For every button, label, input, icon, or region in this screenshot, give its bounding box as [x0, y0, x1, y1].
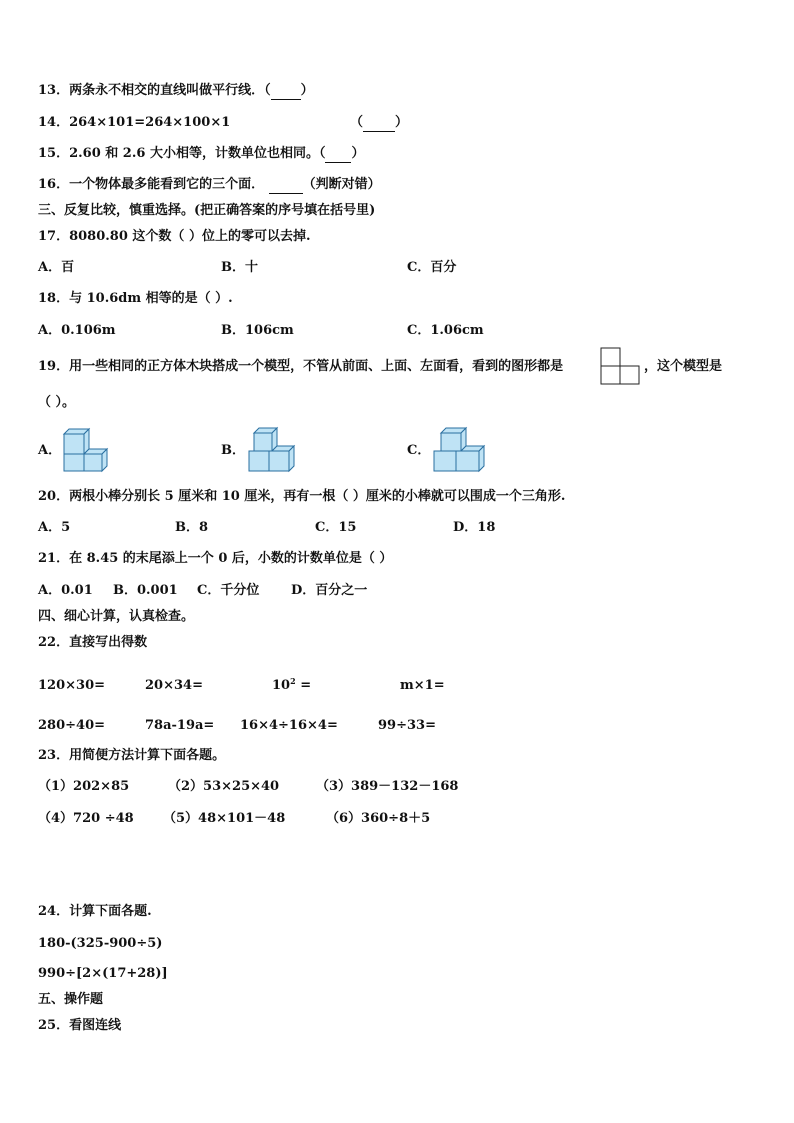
- q17-option-c: C．百分: [407, 260, 457, 275]
- question-21: 21．在 8.45 的末尾添上一个 0 后，小数的计数单位是（ ）: [38, 551, 393, 566]
- question-19: 19．用一些相同的正方体木块搭成一个模型，不管从前面、上面、左面看，看到的图形都是: [38, 359, 564, 374]
- question-13: 13．两条永不相交的直线叫做平行线．（ ）: [38, 83, 314, 98]
- question-20: 20．两根小棒分别长 5 厘米和 10 厘米，再有一根（ ）厘米的小棒就可以围成一个三角形.: [38, 489, 566, 504]
- q19-option-c: C．: [407, 443, 431, 458]
- question-19-paren: （ ）。: [38, 395, 76, 410]
- q22-r2-c1: 280÷40=: [38, 718, 106, 733]
- question-14: 14．264×101=264×100×1: [38, 115, 231, 130]
- cube-model-b-icon: [247, 425, 297, 473]
- q22-r1-c1: 120×30=: [38, 678, 106, 693]
- q21-option-a: A．0.01: [38, 583, 93, 598]
- cube-model-a-icon: [60, 425, 110, 473]
- cube-model-c-icon: [431, 425, 487, 473]
- question-18: 18．与 10.6dm 相等的是（ ）.: [38, 291, 233, 306]
- q18-option-a: A．0.106m: [38, 323, 116, 338]
- q20-option-b: B．8: [175, 520, 209, 535]
- q19-option-a: A．: [38, 443, 62, 458]
- q20-option-d: D．18: [453, 520, 496, 535]
- question-22-title: 22．直接写出得数: [38, 635, 148, 650]
- q20-option-a: A．5: [38, 520, 71, 535]
- q23-r2-c2: （5）48×101－48: [163, 811, 286, 826]
- q22-r1-c4: m×1=: [400, 678, 445, 693]
- question-17: 17．8080.80 这个数（ ）位上的零可以去掉.: [38, 229, 311, 244]
- q18-option-c: C．1.06cm: [407, 323, 484, 338]
- q21-option-b: B．0.001: [113, 583, 178, 598]
- q23-r2-c3: （6）360÷8＋5: [326, 811, 431, 826]
- q23-r1-c3: （3）389－132－168: [316, 779, 459, 794]
- q22-r2-c2: 78a-19a=: [145, 718, 215, 733]
- question-16: 16．一个物体最多能看到它的三个面． （判断对错）: [38, 177, 381, 192]
- q22-r2-c3: 16×4÷16×4=: [240, 718, 338, 733]
- question-24-title: 24．计算下面各题.: [38, 904, 152, 919]
- question-25: 25．看图连线: [38, 1018, 122, 1033]
- q23-r1-c2: （2）53×25×40: [168, 779, 280, 794]
- q21-option-d: D．百分之一: [291, 583, 368, 598]
- question-23-title: 23．用简便方法计算下面各题。: [38, 748, 226, 763]
- q24-expression-2: 990÷[2×(17+28)]: [38, 966, 168, 981]
- question-15: 15．2.60 和 2.6 大小相等，计数单位也相同。（ ）: [38, 146, 365, 161]
- question-19-tail: ，这个模型是: [644, 359, 723, 374]
- q17-option-b: B．十: [221, 260, 258, 275]
- section-5-heading: 五、操作题: [38, 992, 104, 1007]
- question-14-answer-blank: （ ）: [350, 115, 409, 130]
- q21-option-c: C．千分位: [197, 583, 260, 598]
- q22-r2-c4: 99÷33=: [378, 718, 436, 733]
- q20-option-c: C．15: [315, 520, 357, 535]
- q22-r1-c2: 20×34=: [145, 678, 203, 693]
- q24-expression-1: 180-(325-900÷5): [38, 936, 163, 951]
- view-shape-figure: [600, 347, 640, 385]
- q23-r1-c1: （1）202×85: [38, 779, 130, 794]
- q22-r1-c3: $10^2$ =: [272, 676, 312, 693]
- section-3-heading: 三、反复比较，慎重选择。(把正确答案的序号填在括号里): [38, 203, 376, 218]
- q23-r2-c1: （4）720 ÷48: [38, 811, 134, 826]
- q17-option-a: A．百: [38, 260, 75, 275]
- q19-option-b: B．: [221, 443, 245, 458]
- q18-option-b: B．106cm: [221, 323, 294, 338]
- section-4-heading: 四、细心计算，认真检查。: [38, 609, 195, 624]
